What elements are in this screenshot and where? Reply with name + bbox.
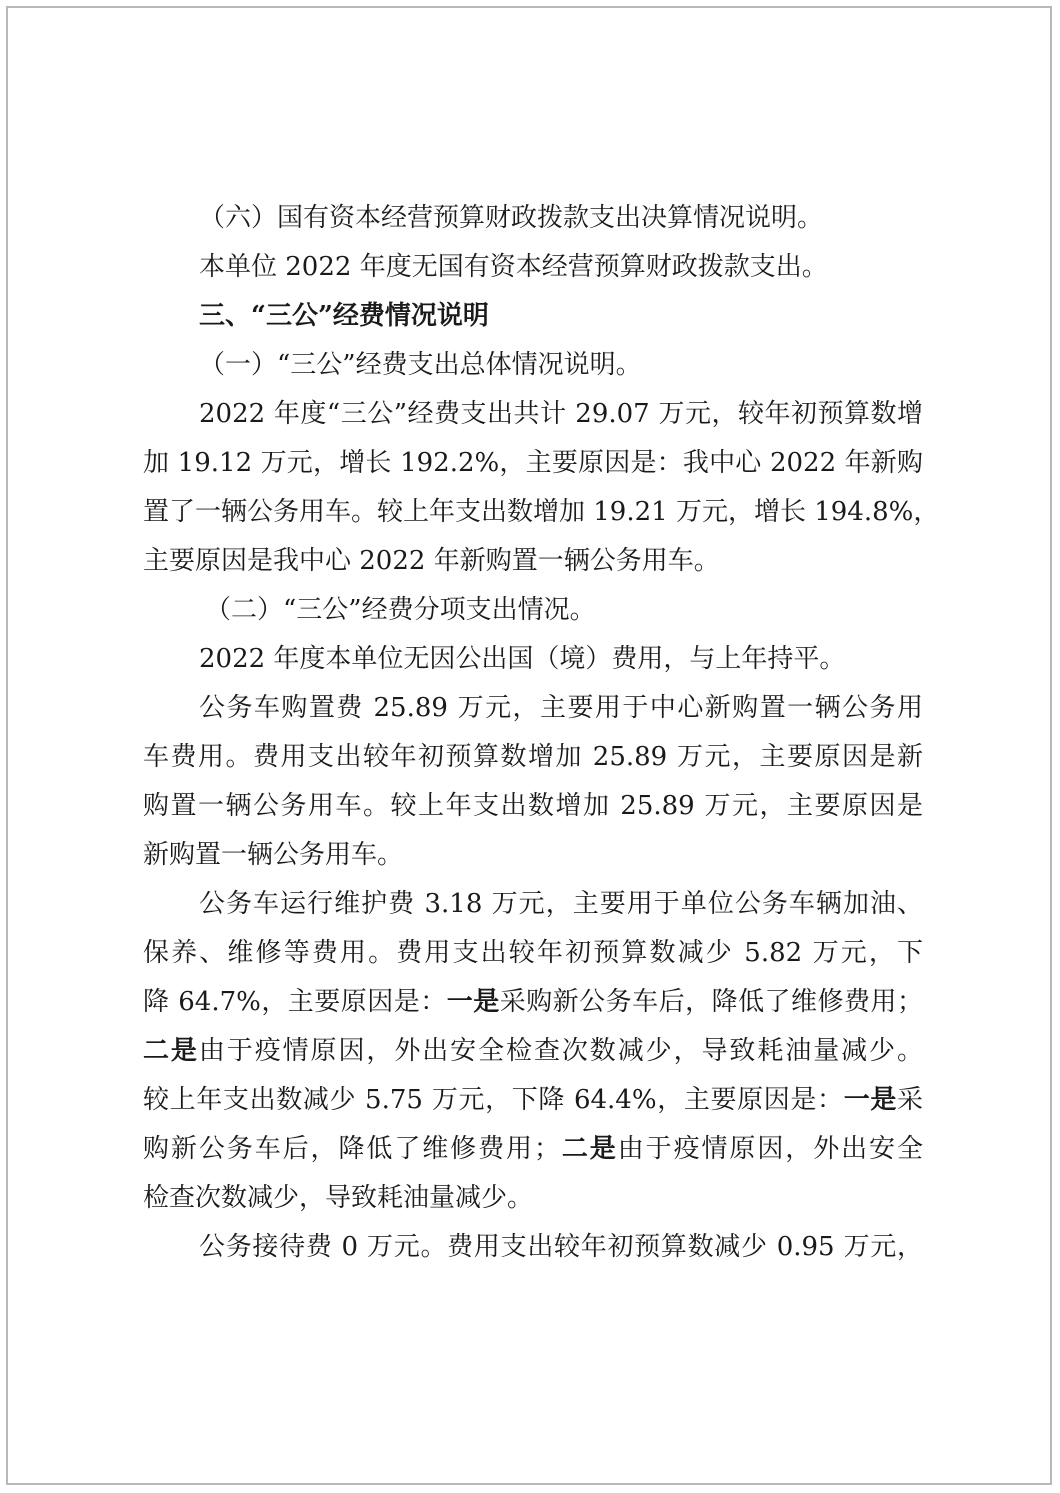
paragraph-line: 加 19.12 万元，增长 192.2%，主要原因是：我中心 2022 年新购 (143, 448, 923, 478)
emphasis-first: 一是 (446, 987, 500, 1017)
paragraph-line: 车费用。费用支出较年初预算数增加 25.89 万元，主要原因是新 (143, 742, 923, 772)
paragraph-line: 新购置一辆公务用车。 (143, 840, 404, 870)
text-run: 较上年支出数减少 5.75 万元，下降 64.4%，主要原因是： (143, 1085, 844, 1115)
paragraph-line: 2022 年度“三公”经费支出共计 29.07 万元，较年初预算数增 (199, 399, 923, 429)
paragraph-line: 公务接待费 0 万元。费用支出较年初预算数减少 0.95 万元， (199, 1232, 923, 1262)
paragraph-line: 公务车购置费 25.89 万元，主要用于中心新购置一辆公务用 (199, 693, 923, 723)
document-body (143, 194, 940, 1272)
text-run: 降 64.7%，主要原因是： (143, 987, 447, 1017)
paragraph-line (143, 1027, 923, 1076)
subsection-heading-2: （二）“三公”经费分项支出情况。 (205, 595, 596, 625)
text-run: 由于疫情原因，外出安全 (617, 1134, 923, 1164)
paragraph-line: 置了一辆公务用车。较上年支出数增加 19.21 万元，增长 194.8%， (143, 497, 940, 527)
paragraph-line: 保养、维修等费用。费用支出较年初预算数减少 5.82 万元，下 (143, 938, 923, 968)
paragraph-line (143, 1076, 923, 1125)
paragraph-line (143, 978, 923, 1027)
paragraph-line: 检查次数减少，导致耗油量减少。 (143, 1183, 534, 1213)
emphasis-second: 二是 (143, 1036, 199, 1066)
emphasis-second: 二是 (559, 1134, 618, 1164)
text-run: 由于疫情原因，外出安全检查次数减少，导致耗油量减少。 (198, 1036, 923, 1066)
text-run: 采 (896, 1085, 923, 1115)
paragraph-line: 公务车运行维护费 3.18 万元，主要用于单位公务车辆加油、 (199, 889, 923, 919)
subsection-heading-1: （一）“三公”经费支出总体情况说明。 (199, 350, 642, 380)
paragraph-line: 购置一辆公务用车。较上年支出数增加 25.89 万元，主要原因是 (143, 791, 923, 821)
section-heading-3: 三、“三公”经费情况说明 (199, 301, 489, 331)
paragraph-line: 主要原因是我中心 2022 年新购置一辆公务用车。 (143, 546, 720, 576)
paragraph-line: 本单位 2022 年度无国有资本经营预算财政拨款支出。 (199, 252, 828, 282)
emphasis-first: 一是 (843, 1085, 897, 1115)
paragraph-line (143, 1125, 923, 1174)
text-run: 购新公务车后，降低了维修费用； (143, 1134, 560, 1164)
text-run: 采购新公务车后，降低了维修费用； (499, 987, 923, 1017)
paragraph-line: 2022 年度本单位无因公出国（境）费用，与上年持平。 (199, 644, 846, 674)
subsection-heading-6: （六）国有资本经营预算财政拨款支出决算情况说明。 (199, 203, 824, 233)
